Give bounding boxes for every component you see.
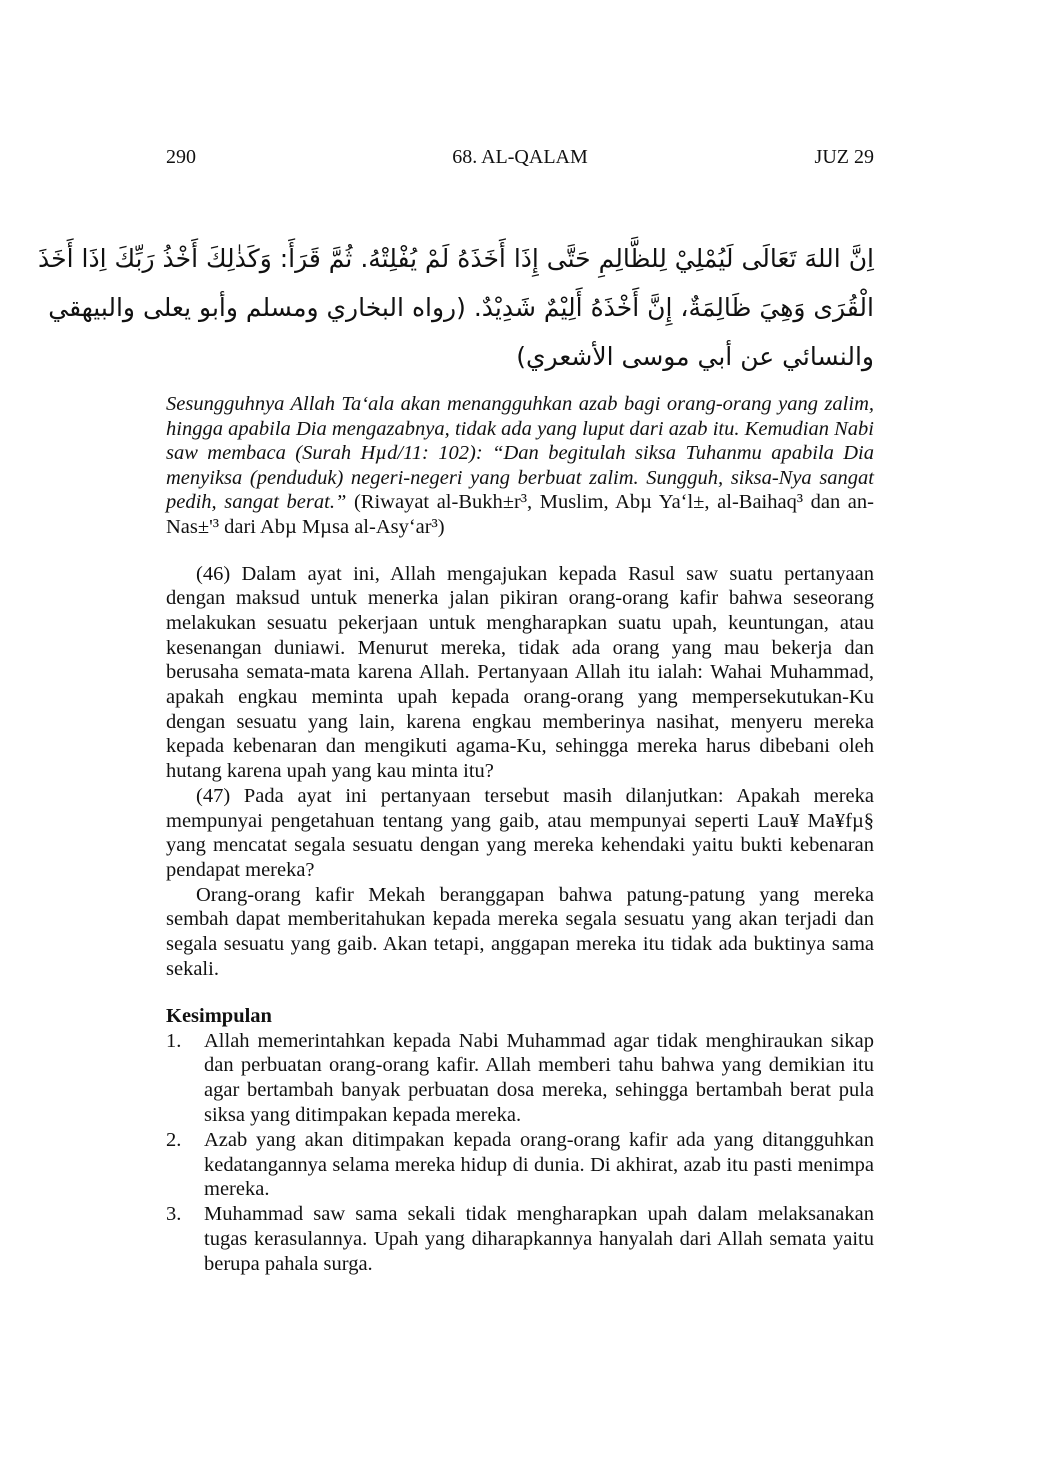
hadith-arabic-text <box>38 234 874 384</box>
running-header <box>166 142 874 176</box>
hadith-source-citation: (Riwayat al-Bukh±r³, Muslim, Abµ Ya‘l±, al-Baihaq³ dan an-Nas±'³ dari Abµ Mµsa al-Asy‘ar³) <box>166 491 874 538</box>
paragraph-explanation: Orang-orang kafir Mekah beranggapan bahwa patung-patung yang mereka sembah dapat memberitahukan kepada mereka segala sesuatu yang akan terjadi dan segala sesuatu yang gaib. Akan tetapi, anggapan mereka itu tidak ada buktinya sama sekali. <box>166 883 874 980</box>
conclusion-item <box>166 1202 874 1276</box>
paragraph-verse-46: (46) Dalam ayat ini, Allah mengajukan kepada Rasul saw suatu pertanyaan dengan maksud untuk menerka jalan pikiran orang-orang kafir bahwa seseorang melakukan sesuatu pekerjaan untuk mengharapkan suatu upah, keuntungan, atau kesenangan duniawi. Menurut mereka, tidak ada orang yang mau bekerja dan berusaha semata-mata karena Allah. Pertanyaan Allah itu ialah: Wahai Muhammad, apakah engkau meminta upah kepada orang-orang yang mempersekutukan-Ku dengan sesuatu yang lain, karena engkau memberinya nasihat, menyeru mereka kepada kebenaran dan mengikuti agama-Ku, sehingga mereka harus dibebani oleh hutang karena upah yang kau minta itu? <box>166 562 874 783</box>
conclusion-item-text: Azab yang akan ditimpakan kepada orang-orang kafir ada yang ditangguhkan kedatangannya selama mereka hidup di dunia. Di akhirat, azab itu pasti menimpa mereka. <box>204 1128 874 1201</box>
conclusion-item-number: 3. <box>166 1203 182 1226</box>
conclusion-item-text: Muhammad saw sama sekali tidak mengharapkan upah dalam melaksanakan tugas kerasulannya. Upah yang diharapkannya hanyalah dari Allah semata yaitu berupa pahala surga. <box>204 1203 874 1275</box>
juz-label: JUZ 29 <box>814 146 874 168</box>
book-page <box>38 142 874 1276</box>
conclusion-item <box>166 1029 874 1128</box>
page-number: 290 <box>166 146 196 168</box>
surah-title: 68. AL-QALAM <box>452 146 588 168</box>
conclusion-item <box>166 1128 874 1202</box>
conclusion-heading: Kesimpulan <box>166 1004 272 1027</box>
arabic-line-3: والنسائي عن أبي موسى الأشعري) <box>516 342 874 371</box>
conclusion-item-text: Allah memerintahkan kepada Nabi Muhammad agar tidak menghiraukan sikap dan perbuatan orang-orang kafir. Allah memberi tahu bahwa yang demikian itu agar bertambah banyak perbuatan dosa mereka, sehingga bertambah berat pula siksa yang ditimpakan kepada mereka. <box>204 1029 874 1126</box>
conclusion-item-number: 2. <box>166 1128 182 1151</box>
paragraph-verse-47: (47) Pada ayat ini pertanyaan tersebut masih dilanjutkan: Apakah mereka mempunyai pengetahuan tentang yang gaib, atau mempunyai seperti Lau¥ Ma¥fµ§ yang mencatat segala sesuatu dengan yang mereka kehendaki yaitu bukti kebenaran pendapat mereka? <box>166 784 874 881</box>
arabic-line-2: الْقُرَى وَهِيَ ظَالِمَةٌ، إِنَّ أَخْذَهُ أَلِيْمٌ شَدِيْدٌ. (رواه البخاري ومسلم وأبو يعلى والبيهقي <box>48 293 874 322</box>
arabic-line-1: اِنَّ اللهَ تَعَالَى لَيُمْلِيْ لِلظَّالِمِ حَتَّى إِذَا أَخَذَهُ لَمْ يُفْلِتْهُ. ثُمَّ قَرَأَ: وَكَذٰلِكَ أَخْذُ رَبِّكَ اِذَا أَخَذَ <box>38 244 874 273</box>
conclusion-list <box>166 1029 874 1277</box>
hadith-translation <box>166 392 874 540</box>
conclusion-item-number: 1. <box>166 1029 182 1052</box>
translation-italic-text: Sesungguhnya Allah Ta‘ala akan menangguhkan azab bagi orang-orang yang zalim, hingga apabila Dia mengazabnya, tidak ada yang luput dari azab itu. Kemudian Nabi saw membaca (Surah Hµd/11: 102): “Dan begitulah siksa Tuhanmu apabila Dia menyiksa (penduduk) negeri-negeri yang berbuat zalim. Sungguh, siksa-Nya sangat pedih, sangat berat.” <box>166 393 874 514</box>
